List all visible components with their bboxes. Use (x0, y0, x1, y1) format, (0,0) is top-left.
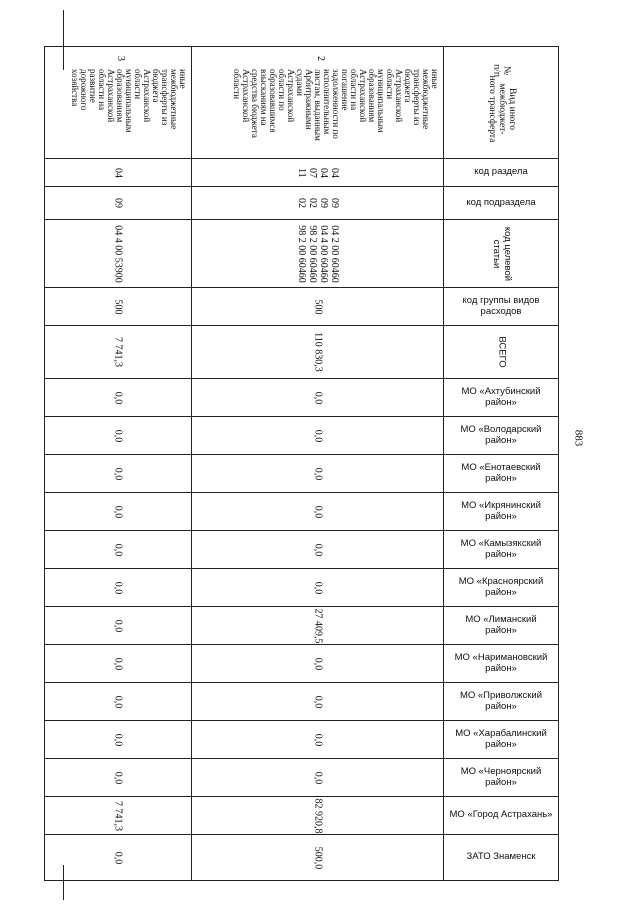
cell-row2 (192, 493, 444, 531)
column-header (444, 187, 559, 220)
cell-value: 0,0 (312, 771, 323, 784)
cell-value: 110 830,3 (312, 332, 323, 372)
cell-value: 0,0 (112, 733, 124, 746)
cell-row2 (192, 531, 444, 569)
cell-row3 (45, 759, 192, 797)
column-header (444, 159, 559, 187)
row-subsection (45, 187, 559, 220)
column-header-label: МО «Икрянинский район» (461, 499, 541, 522)
cell-value: 27 409,5 (312, 608, 323, 643)
cell-row2 (192, 607, 444, 645)
column-header (444, 569, 559, 607)
cell-value: 0,0 (112, 467, 124, 480)
cell-row2 (192, 187, 444, 220)
budget-table (44, 46, 559, 881)
column-header-label: ВСЕГО (496, 336, 508, 368)
row-municipality (45, 835, 559, 881)
column-header-label: МО «Приволжский район» (459, 689, 543, 712)
cell-value: 04 (112, 167, 124, 178)
column-header-label: ЗАТО Знаменск (466, 851, 536, 863)
row-section (45, 159, 559, 187)
column-header-label: МО «Наримановский район» (454, 651, 548, 674)
cell-value: 500,0 (312, 846, 323, 869)
cell-row2 (192, 326, 444, 379)
cell-row3 (45, 288, 192, 326)
column-header (444, 47, 559, 159)
column-header-label: код подраздела (466, 196, 536, 208)
column-header (444, 645, 559, 683)
row-municipality (45, 493, 559, 531)
cell-value: 0,0 (112, 581, 124, 594)
cell-value: 04 2 00 60460 04 4 00 60460 98 2 00 60460 98 2 00 60460 (295, 224, 340, 283)
column-header-label: МО «Володарский район» (460, 423, 542, 446)
row-municipality (45, 721, 559, 759)
column-header (444, 326, 559, 379)
cell-row3 (45, 326, 192, 379)
column-header (444, 220, 559, 288)
cell-row3 (45, 797, 192, 835)
column-header (444, 797, 559, 835)
cell-value: 0,0 (312, 581, 323, 594)
cell-row3 (45, 455, 192, 493)
column-header (444, 835, 559, 881)
cell-row2 (192, 288, 444, 326)
row-municipality (45, 607, 559, 645)
cell-row3 (45, 187, 192, 220)
row-municipality (45, 379, 559, 417)
cell-value: 7 741,3 (112, 800, 124, 831)
cell-value: 0,0 (112, 657, 124, 670)
cell-value: 0,0 (112, 391, 124, 404)
column-header (444, 379, 559, 417)
column-header (444, 683, 559, 721)
cell-value: 82 920,8 (312, 798, 323, 833)
cell-row3 (45, 721, 192, 759)
cell-value: 0,0 (112, 505, 124, 518)
cell-value: 09 (112, 198, 124, 208)
cell-value: 04 04 07 11 (295, 167, 340, 178)
row-number: 2 (314, 56, 326, 61)
cell-row3 (45, 417, 192, 455)
cell-value: 0,0 (312, 657, 323, 670)
cell-value: 0,0 (312, 505, 323, 518)
column-header (444, 607, 559, 645)
cell-value: 0,0 (312, 467, 323, 480)
row-number: 3 (115, 56, 126, 61)
column-header (444, 288, 559, 326)
cell-value: 0,0 (312, 733, 323, 746)
cell-value: 0,0 (112, 851, 124, 864)
cell-row2 (192, 569, 444, 607)
cell-value: 500 (112, 299, 124, 314)
cell-value: 0,0 (312, 695, 323, 708)
cell-row3 (45, 569, 192, 607)
cell-value: 7 741,3 (112, 337, 124, 367)
cell-value: 0,0 (312, 391, 323, 404)
cell-row3 (45, 379, 192, 417)
row-expense-group (45, 288, 559, 326)
cell-value: 0,0 (312, 543, 323, 556)
cell-row2 (192, 455, 444, 493)
cell-value: 0,0 (312, 429, 323, 442)
page-number: 883 (572, 429, 585, 447)
column-header (444, 531, 559, 569)
transfer-type: иные межбюджетные трансферты из бюджета Астраханской области муниципальным образованиям Астраханской области на развитие дорожного хозяйства (70, 69, 188, 133)
row-municipality (45, 683, 559, 721)
cell-row3 (45, 531, 192, 569)
column-header-label: МО «Лиманский район» (465, 613, 537, 636)
column-header-label: МО «Красноярский район» (458, 575, 544, 598)
cell-value: 0,0 (112, 543, 124, 556)
transfer-type: иные межбюджетные трансферты из бюджета Астраханской области муниципальным образованиям Астраханской области на погашение задолженности по исполнительным листам, выданным Арбитражными судами Астраханской области по образовавшимся взысканиям на средства бюджета Астраханской области (232, 69, 440, 141)
column-header-label: МО «Ахтубинский район» (461, 385, 541, 408)
cell-value: 0,0 (112, 695, 124, 708)
cell-row2 (192, 645, 444, 683)
row-municipality (45, 417, 559, 455)
row-municipality (45, 797, 559, 835)
row-total (45, 326, 559, 379)
column-header-label: код раздела (474, 166, 528, 178)
column-header (444, 455, 559, 493)
cell-value: 500 (312, 299, 323, 314)
cell-row3 (45, 159, 192, 187)
column-header-label: МО «Харабалинский район» (455, 727, 547, 750)
cell-value: 0,0 (112, 429, 124, 442)
cell-row3-type (45, 47, 192, 159)
row-municipality (45, 645, 559, 683)
cell-row2 (192, 159, 444, 187)
column-header (444, 493, 559, 531)
cell-row3 (45, 493, 192, 531)
row-target (45, 220, 559, 288)
column-header (444, 759, 559, 797)
cell-value: 0,0 (112, 771, 124, 784)
cell-row2 (192, 683, 444, 721)
row-municipality (45, 569, 559, 607)
cell-row2 (192, 835, 444, 881)
column-header-label: код группы видов расходов (462, 294, 540, 317)
column-header (444, 721, 559, 759)
row-municipality (45, 455, 559, 493)
cell-row3 (45, 220, 192, 288)
cell-row3 (45, 645, 192, 683)
cell-row3 (45, 607, 192, 645)
column-header-label: код целевой статьи (491, 226, 513, 281)
cell-row2 (192, 721, 444, 759)
cell-row2 (192, 220, 444, 288)
cell-value: 0,0 (112, 619, 124, 632)
cell-row3 (45, 683, 192, 721)
column-header-label: МО «Енотаевский район» (461, 461, 541, 484)
cell-row2 (192, 417, 444, 455)
cell-value: 09 09 02 02 (295, 198, 340, 208)
column-header (444, 417, 559, 455)
row-type (45, 47, 559, 159)
column-header-label: МО «Камызякский район» (460, 537, 542, 560)
cell-row2 (192, 379, 444, 417)
cell-row2-type (192, 47, 444, 159)
cell-row3 (45, 835, 192, 881)
row-municipality (45, 759, 559, 797)
cell-value: 04 4 00 53900 (112, 224, 124, 283)
row-municipality (45, 531, 559, 569)
header-type: Вид иного межбюджет- ного трансферта (487, 75, 517, 143)
cell-row2 (192, 759, 444, 797)
cell-row2 (192, 797, 444, 835)
header-no: № п/п (492, 64, 512, 77)
column-header-label: МО «Город Астрахань» (449, 809, 553, 821)
column-header-label: МО «Черноярский район» (460, 765, 542, 788)
